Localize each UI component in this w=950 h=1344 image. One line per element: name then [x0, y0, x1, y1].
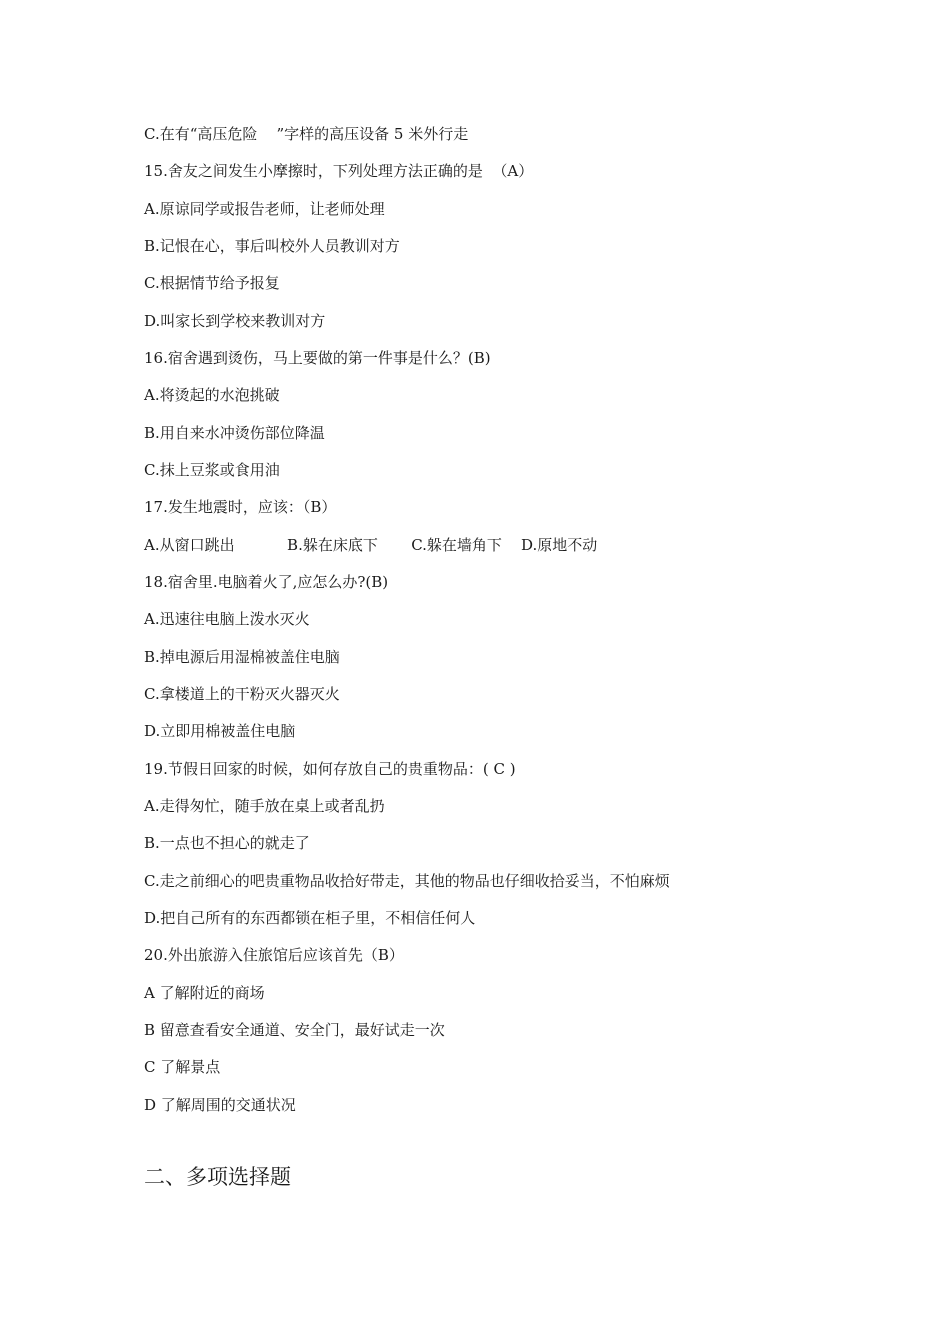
- option-19c: C.走之前细心的吧贵重物品收拾好带走，其他的物品也仔细收拾妥当，不怕麻烦: [144, 872, 670, 890]
- question-18: 18.宿舍里.电脑着火了,应怎么办?(B): [144, 573, 389, 591]
- question-16: 16.宿舍遇到烫伤，马上要做的第一件事是什么？(B): [144, 349, 491, 367]
- question-20: 20.外出旅游入住旅馆后应该首先（B）: [144, 946, 404, 964]
- option-20c: C 了解景点: [144, 1058, 221, 1076]
- option-16c: C.抹上豆浆或食用油: [144, 461, 280, 479]
- option-15c: C.根据情节给予报复: [144, 274, 280, 292]
- option-18c: C.拿楼道上的干粉灭火器灭火: [144, 685, 340, 703]
- option-20b: B 留意查看安全通道、安全门，最好试走一次: [144, 1021, 445, 1039]
- option-16a: A.将烫起的水泡挑破: [144, 386, 280, 404]
- option-19a: A.走得匆忙，随手放在桌上或者乱扔: [144, 797, 385, 815]
- option-15a: A.原谅同学或报告老师，让老师处理: [144, 200, 385, 218]
- options-17: A.从窗口跳出 B.躲在床底下 C.躲在墙角下 D.原地不动: [144, 536, 598, 554]
- option-20d: D 了解周围的交通状况: [144, 1096, 296, 1114]
- option-18d: D.立即用棉被盖住电脑: [144, 722, 296, 740]
- option-15b: B.记恨在心，事后叫校外人员教训对方: [144, 237, 400, 255]
- option-18a: A.迅速往电脑上泼水灭火: [144, 610, 310, 628]
- option-20a: A 了解附近的商场: [144, 984, 265, 1002]
- option-15d: D.叫家长到学校来教训对方: [144, 312, 326, 330]
- option-19b: B.一点也不担心的就走了: [144, 834, 310, 852]
- section-heading-multiple-choice: 二、多项选择题: [144, 1165, 291, 1189]
- question-15: 15.舍友之间发生小摩擦时，下列处理方法正确的是 （A）: [144, 162, 534, 180]
- option-18b: B.掉电源后用湿棉被盖住电脑: [144, 648, 340, 666]
- question-19: 19.节假日回家的时候，如何存放自己的贵重物品：( C ): [144, 760, 516, 778]
- option-16b: B.用自来水冲烫伤部位降温: [144, 424, 325, 442]
- option-14c: C.在有“高压危险 ”字样的高压设备 5 米外行走: [144, 125, 469, 143]
- option-19d: D.把自己所有的东西都锁在柜子里，不相信任何人: [144, 909, 476, 927]
- question-17: 17.发生地震时，应该：（B）: [144, 498, 337, 516]
